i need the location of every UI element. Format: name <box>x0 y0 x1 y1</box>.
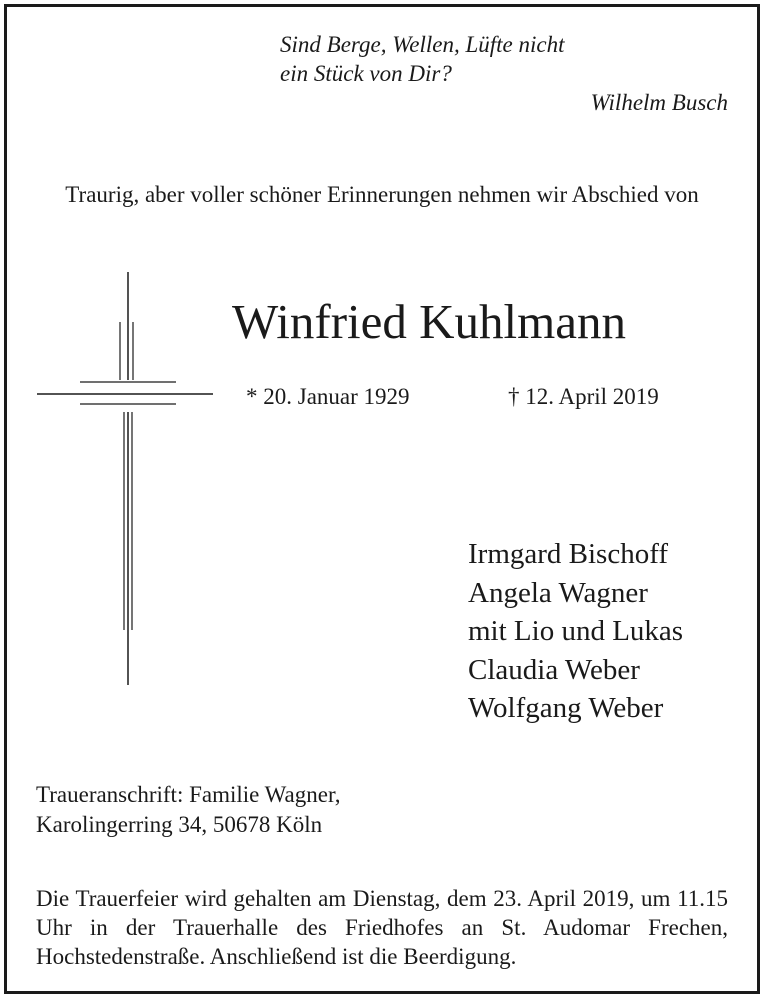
family-member: Claudia Weber <box>468 653 640 686</box>
death-date: † 12. April 2019 <box>508 384 659 409</box>
motto-author: Wilhelm Busch <box>590 90 728 115</box>
address-line-1: Traueranschrift: Familie Wagner, <box>36 782 341 807</box>
family-member: Irmgard Bischoff <box>468 538 668 570</box>
intro-text: Traurig, aber voller schöner Erinnerungen nehmen wir Abschied von <box>65 182 699 207</box>
birth-date: * 20. Januar 1929 <box>246 384 410 409</box>
mourning-address <box>36 780 340 840</box>
deceased-name: Winfried Kuhlmann <box>232 294 627 349</box>
family-member: Angela Wagner <box>468 576 648 609</box>
family-member: Wolfgang Weber <box>468 692 664 724</box>
ceremony-notice: Die Trauerfeier wird gehalten am Dienstag, dem 23. April 2019, um 11.15 Uhr in der Trauerhalle des Friedhofes an St. Audomar Frechen, Hochstedenstraße. Anschließend ist die Beerdigung. <box>36 886 728 969</box>
address-line-2: Karolingerring 34, 50678 Köln <box>36 812 323 837</box>
motto-line-2: ein Stück von Dir? <box>280 61 452 86</box>
motto-line-1: Sind Berge, Wellen, Lüfte nicht <box>280 32 565 57</box>
family-list <box>468 535 683 728</box>
family-member: mit Lio und Lukas <box>468 615 684 647</box>
